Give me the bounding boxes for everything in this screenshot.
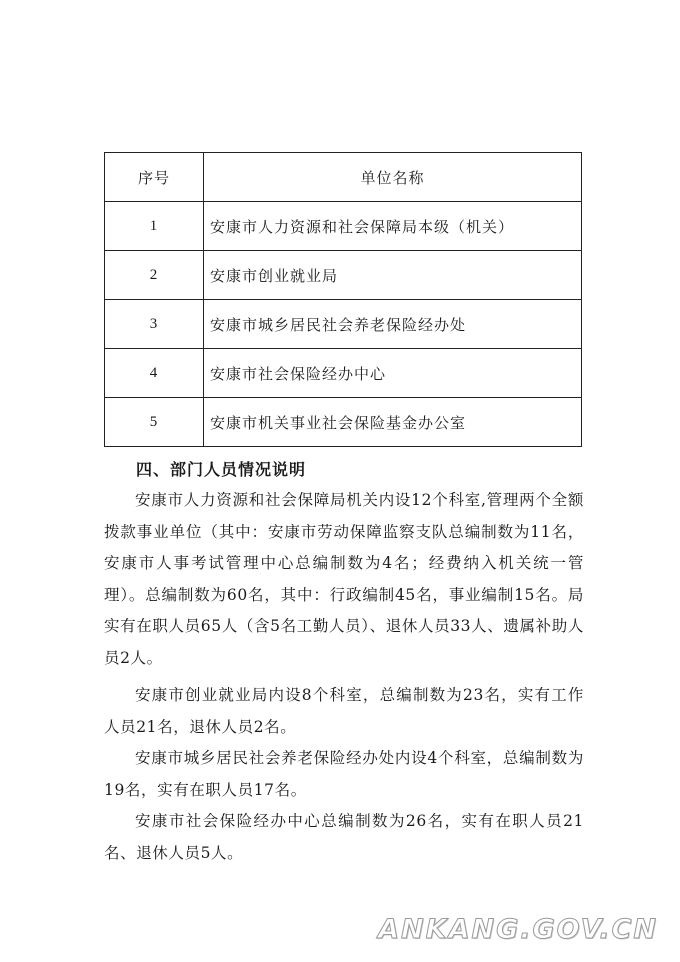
row-serial-number: 5: [105, 398, 204, 447]
row-serial-number: 2: [105, 251, 204, 300]
row-serial-number: 3: [105, 300, 204, 349]
site-watermark: ANKANG.GOV.CN: [378, 914, 658, 945]
row-serial-number: 1: [105, 202, 204, 251]
table-header-row: [105, 153, 582, 202]
table-row: [105, 349, 582, 398]
row-unit-name: 安康市社会保险经办中心: [204, 349, 582, 398]
paragraph-insurance-center: 安康市社会保险经办中心总编制数为26名，实有在职人员21名、退休人员5人。: [104, 812, 584, 862]
row-unit-name: 安康市城乡居民社会养老保险经办处: [204, 300, 582, 349]
row-unit-name: 安康市创业就业局: [204, 251, 582, 300]
row-serial-number: 4: [105, 349, 204, 398]
unit-table: [104, 152, 582, 447]
paragraph-pension-office: 安康市城乡居民社会养老保险经办处内设4个科室，总编制数为19名，实有在职人员17名。: [104, 749, 584, 799]
table-row: [105, 300, 582, 349]
table-row: [105, 251, 582, 300]
header-serial-number: 序号: [105, 153, 204, 202]
section-heading: 四、部门人员情况说明: [136, 460, 307, 479]
paragraph-employment-bureau: 安康市创业就业局内设8个科室，总编制数为23名，实有工作人员21名，退休人员2名。: [104, 686, 584, 736]
header-unit-name: 单位名称: [204, 153, 582, 202]
table-row: [105, 398, 582, 447]
paragraph-hr-bureau: 安康市人力资源和社会保障局机关内设12个科室,管理两个全额拨款事业单位（其中：安康市劳动保障监察支队总编制数为11名，安康市人事考试管理中心总编制数为4名；经费纳入机关统一管理）。总编制数为60名，其中：行政编制45名，事业编制15名。局实有在职人员65人（含5名工勤人员）、退休人员33人、遗属补助人员2人。: [104, 491, 584, 667]
row-unit-name: 安康市人力资源和社会保障局本级（机关）: [204, 202, 582, 251]
table-row: [105, 202, 582, 251]
row-unit-name: 安康市机关事业社会保险基金办公室: [204, 398, 582, 447]
